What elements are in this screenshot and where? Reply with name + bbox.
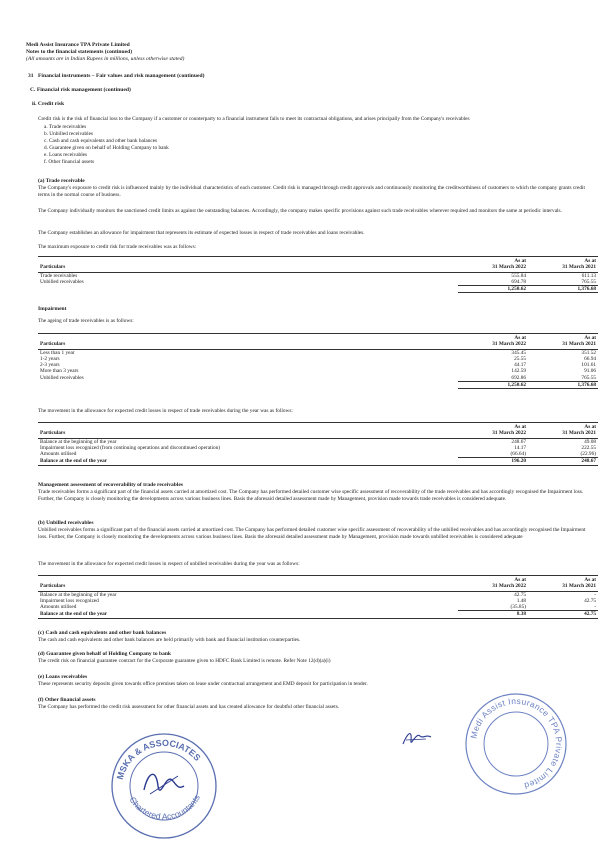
recoverability-text: Trade receivables forms a significant part of the financial assets carried at amortized cost. The Company has performed detailed customer wise specific assessment of recoverability of the trade receivables and has accordingly recognised the Impairment loss. Further, the Company is closely monitoring the developments across various business lines. Basis the aforesaid detailed assessment made by Management, provision made towards trade receivables is considered adequate.	[38, 489, 584, 502]
recoverability-heading: Management assessment of recoverability of trade receivables	[38, 482, 183, 488]
loans-heading: (e) Loans receivables	[38, 674, 88, 680]
credit-risk-item: f. Other financial assets	[44, 159, 95, 165]
currency-note: (All amounts are in Indian Rupees in millions, unless otherwise stated)	[26, 56, 185, 62]
table-row: Unbilled receivables 692.86 765.55	[40, 374, 596, 382]
company-seal	[462, 690, 570, 798]
trade-receivable-heading: (a) Trade receivable	[38, 178, 85, 184]
credit-risk-item: a. Trade receivables	[44, 124, 87, 130]
other-assets-text: The Company has performed the credit risk assessment for other financial assets and has created allowance for doubtful other financial assets.	[38, 704, 340, 710]
table-row: 1-2 years 25.55 66.94	[40, 355, 596, 362]
table-row: 2-3 years 44.17 101.61	[40, 362, 596, 369]
col-particulars: Particulars	[38, 423, 458, 439]
trade-receivable-p2: The Company individually monitors the sanctioned credit limits as against the outstanding balances. Accordingly, the company makes specific provisions against such trade receivables wherever required and monitors the same at periodic intervals.	[38, 208, 562, 214]
notes-title: Notes to the financial statements (continued)	[26, 49, 133, 55]
col-2021: As at 31 March 2021	[528, 423, 598, 439]
table-row: Impairment loss recognized (from continuing operations and discontinued operation) 14.17 222.55	[40, 444, 596, 451]
unbilled-heading: (b) Unbilled receivables	[38, 520, 94, 526]
table-row: Amounts utilised (35.85) -	[40, 604, 596, 611]
impairment-heading: Impairment	[38, 306, 67, 312]
table-row: Balance at the beginning of the year 248.67 49.08	[40, 438, 596, 445]
allowance-unbilled-table	[38, 575, 598, 619]
impairment-text: The ageing of trade receivables is as follows:	[38, 318, 134, 324]
guarantee-heading: (d) Guarantee given behalf of Holding Company to bank	[38, 651, 171, 657]
col-particulars: Particulars	[38, 576, 458, 592]
svg-text:MSKA & ASSOCIATES: MSKA & ASSOCIATES	[114, 737, 203, 781]
credit-risk-item: d. Guarantee given on behalf of Holding Company to bank	[44, 145, 169, 151]
col-2021: As at 31 March 2021	[528, 334, 598, 350]
table-total-row: 1,250.62 1,376.68	[38, 286, 598, 293]
allowance-trade-table	[38, 422, 598, 466]
col-particulars: Particulars	[38, 257, 458, 273]
col-2022: As at 31 March 2022	[458, 423, 528, 439]
ageing-table	[38, 333, 598, 389]
trade-receivable-p4: The maximum exposure to credit risk for trade receivables was as follows:	[38, 244, 197, 250]
table-total-row: 1,250.62 1,376.68	[38, 382, 598, 389]
credit-risk-intro: Credit risk is the risk of financial loss to the Company if a customer or counterparty to a financial instrument fails to meet its contractual obligations, and arises principally from the Company's receivables	[38, 116, 470, 122]
credit-risk-item: b. Unbilled receivables	[44, 131, 93, 137]
table-row: Trade receivables 555.84 611.13	[40, 272, 596, 279]
table-row: Unbilled receivables 694.78 765.55	[40, 278, 596, 286]
movement-trade-text: The movement in the allowance for expected credit losses in respect of trade receivables during the year was as follows:	[38, 408, 293, 414]
col-2021: As at 31 March 2021	[528, 576, 598, 592]
table-row: Impairment loss recognized 1.48 42.75	[40, 597, 596, 604]
table-total-row: Balance at the end of the year 196.20 248.67	[40, 458, 596, 465]
note-title: Financial instruments – Fair values and risk management (continued)	[38, 73, 205, 79]
unbilled-movement-text: The movement in the allowance for expected credit losses in respect of unbilled receivables during the year was as follows:	[38, 561, 300, 567]
svg-text:Medi Assist Insurance TPA Priv: Medi Assist Insurance TPA Private Limited	[468, 695, 565, 792]
table-row: Balance at the beginning of the year 42.75 -	[40, 591, 596, 598]
svg-text:Chartered Accountants: Chartered Accountants	[127, 792, 202, 822]
credit-risk-item: c. Cash and cash equivalents and other bank balances	[44, 138, 158, 144]
table-row: Less than 1 year 345.45 351.52	[40, 349, 596, 356]
section-c-heading: C. Financial risk management (continued)	[30, 87, 131, 93]
section-ii-heading: ii. Credit risk	[32, 101, 65, 107]
col-2021: As at 31 March 2021	[528, 257, 598, 273]
guarantee-text: The credit risk on financial guarantee contract for the Corporate guarantee given to HDFC Bank Limited is remote. Refer Note 12(d)(a)(i)	[38, 658, 331, 664]
note-number: 31	[28, 73, 34, 79]
other-assets-heading: (f) Other financial assets	[38, 697, 96, 703]
cash-heading: (c) Cash and cash equivalents and other bank balances	[38, 630, 167, 636]
cash-text: The cash and cash equivalents and other bank balances are held primarily with bank and financial institution counterparties.	[38, 637, 301, 643]
table-row: More than 3 years 142.59 91.06	[40, 368, 596, 375]
director-signature	[400, 728, 434, 750]
table-row: Amounts utilised (66.64) (22.96)	[40, 451, 596, 458]
col-2022: As at 31 March 2022	[458, 257, 528, 273]
col-2022: As at 31 March 2022	[458, 576, 528, 592]
col-particulars: Particulars	[38, 334, 458, 350]
table-total-row: Balance at the end of the year 8.38 42.75	[40, 611, 596, 618]
trade-receivable-p1: The Company's exposure to credit risk is influenced mainly by the individual characteristics of each customer. Credit risk is managed through credit approvals and continuously monitoring the creditworthiness of customers to which the company grants credit terms in the normal course of business.	[38, 185, 585, 198]
trade-receivable-p3: The Company establishes an allowance for impairment that represents its estimate of expected losses in respect of trade receivables and loans receivables.	[38, 230, 365, 236]
auditor-stamp	[108, 728, 220, 840]
credit-risk-item: e. Loans receivables	[44, 152, 88, 158]
exposure-table	[38, 256, 598, 293]
unbilled-text: Unbilled receivables forms a significant part of the financial assets carried at amortized cost. The Company has performed detailed customer wise specific assessment of recoverability of the unbilled receivables and has accordingly recognised the Impairment loss. Further, the Company is closely monitoring the developments across various business lines. Basis the aforesaid detailed assessment made by Management, provision made towards unbilled receivables is considered adequate	[38, 527, 586, 540]
loans-text: These represents security deposits given towards office premises taken on lease under contractual arrangement and EMD deposit for participation in tender.	[38, 681, 368, 687]
company-name: Medi Assist Insurance TPA Private Limited	[26, 42, 130, 48]
col-2022: As at 31 March 2022	[458, 334, 528, 350]
